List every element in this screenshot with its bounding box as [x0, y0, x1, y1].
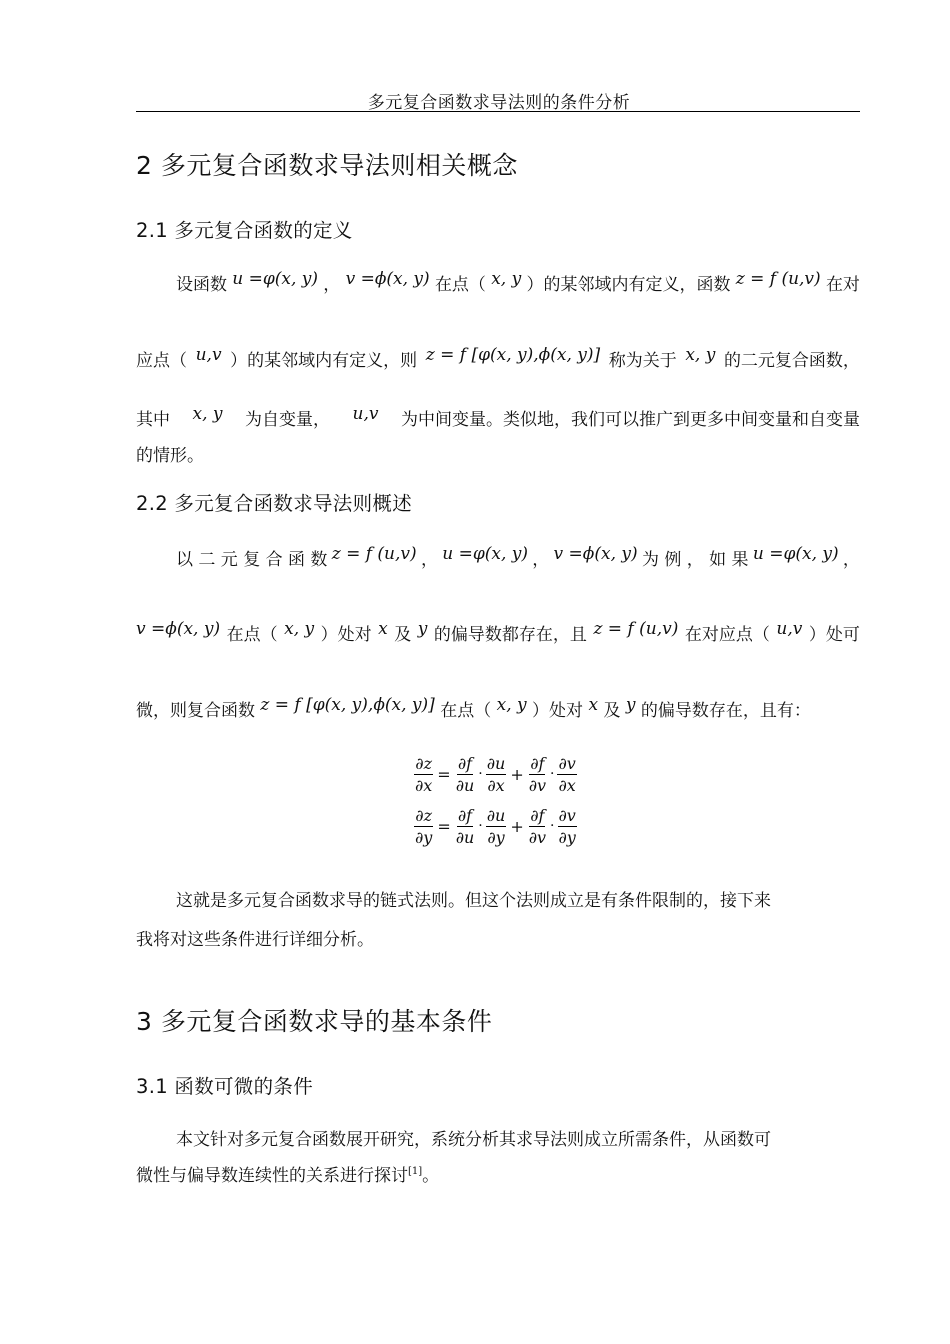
formula: x, y — [284, 619, 315, 639]
formula: x — [378, 619, 388, 639]
citation-ref[interactable]: [1] — [408, 1166, 423, 1177]
header-rule — [136, 111, 860, 112]
paragraph-2-1-line-1: 设函数 u =φ(x, y) ， v =ϕ(x, y) 在点（ x, y ）的某邻域内有定义，函数 z = f (u,v) 在对 — [176, 269, 860, 295]
paragraph-3-1-line-1: 本文针对多元复合函数展开研究，系统分析其求导法则成立所需条件，从函数可 — [176, 1130, 771, 1150]
formula: z = f (u,v) — [735, 269, 821, 289]
paragraph-2-2-line-4: 这就是多元复合函数求导的链式法则。但这个法则成立是有条件限制的，接下来 — [176, 891, 771, 911]
fraction: $\frac{\partial z}{\partial y}$ — [415, 805, 433, 847]
fraction: $\frac{\partial f}{\partial v}$ — [528, 753, 547, 795]
paragraph-2-1-line-4: 的情形。 — [136, 446, 204, 466]
section-2-heading: 2 多元复合函数求导法则相关概念 — [136, 151, 518, 180]
formula: y — [417, 619, 428, 639]
formula: u =φ(x, y) — [442, 544, 528, 564]
formula: u,v — [195, 345, 222, 365]
formula: u,v — [776, 619, 803, 639]
formula: u =φ(x, y) — [232, 269, 319, 289]
fraction: $\frac{\partial f}{\partial u}$ — [455, 753, 475, 795]
formula: z = f [φ(x, y),ϕ(x, y)] — [260, 695, 435, 715]
formula: x — [588, 695, 599, 715]
fraction: $\frac{\partial z}{\partial x}$ — [415, 753, 433, 795]
chain-rule-equations — [412, 748, 612, 852]
formula: v =ϕ(x, y) — [553, 544, 638, 564]
fraction: $\frac{\partial v}{\partial y}$ — [558, 805, 576, 847]
paragraph-2-2-line-2: v =ϕ(x, y) 在点（ x, y ）处对 x 及 y 的偏导数都存在，且 z = f (u,v) 在对应点（ u,v ）处可 — [136, 619, 860, 645]
formula: z = f (u,v) — [331, 544, 417, 564]
formula: z = f (u,v) — [593, 619, 679, 639]
paragraph-2-2-line-5: 我将对这些条件进行详细分析。 — [136, 930, 374, 950]
fraction: $\frac{\partial f}{\partial u}$ — [455, 805, 475, 847]
equation-dz-dy: $\frac{\partial z}{\partial y}$ = $\frac{\partial f}{\partial u}$ · $\frac{\partial u}{\partial y}$ + $\frac{\partial f}{\partial v}$ · $\frac{\partial v}{\partial y}$ — [415, 805, 576, 847]
formula: x, y — [491, 269, 522, 289]
fraction: $\frac{\partial v}{\partial x}$ — [558, 753, 576, 795]
paragraph-2-2-line-3: 微，则复合函数 z = f [φ(x, y),ϕ(x, y)] 在点（ x, y ）处对 x 及 y 的偏导数存在，且有： — [136, 695, 811, 721]
paragraph-3-1-line-2: 微性与偏导数连续性的关系进行探讨[1]。 — [136, 1166, 440, 1186]
paragraph-2-1-line-2: 应点（ u,v ）的某邻域内有定义，则 z = f [φ(x, y),ϕ(x, y)] 称为关于 x, y 的二元复合函数， — [136, 345, 860, 371]
formula: x, y — [685, 345, 716, 365]
formula: x, y — [192, 404, 223, 424]
subsection-2-2-heading: 2.2 多元复合函数求导法则概述 — [136, 492, 413, 515]
paragraph-2-1-line-3: 其中 x, y 为自变量， u,v 为中间变量。类似地，我们可以推广到更多中间变量和自变量 — [136, 404, 860, 430]
formula: v =ϕ(x, y) — [345, 269, 430, 289]
formula: v =ϕ(x, y) — [136, 619, 221, 639]
formula: x, y — [496, 695, 527, 715]
formula: u =φ(x, y) — [752, 544, 839, 564]
fraction: $\frac{\partial u}{\partial x}$ — [486, 753, 506, 795]
running-header: 多元复合函数求导法则的条件分析 — [367, 93, 631, 113]
fraction: $\frac{\partial f}{\partial v}$ — [528, 805, 547, 847]
section-3-heading: 3 多元复合函数求导的基本条件 — [136, 1007, 493, 1036]
subsection-3-1-heading: 3.1 函数可微的条件 — [136, 1075, 314, 1098]
fraction: $\frac{\partial u}{\partial y}$ — [486, 805, 506, 847]
formula: y — [625, 695, 636, 715]
subsection-2-1-heading: 2.1 多元复合函数的定义 — [136, 219, 353, 242]
formula: u,v — [352, 404, 379, 424]
formula: z = f [φ(x, y),ϕ(x, y)] — [425, 345, 601, 365]
equation-dz-dx: $\frac{\partial z}{\partial x}$ = $\frac{\partial f}{\partial u}$ · $\frac{\partial u}{\partial x}$ + $\frac{\partial f}{\partial v}$ · $\frac{\partial v}{\partial x}$ — [415, 753, 576, 795]
paragraph-2-2-line-1: 以 二 元 复 合 函 数 z = f (u,v) ， u =φ(x, y) ， v =ϕ(x, y) 为 例 ， 如 果 u =φ(x, y) ， — [176, 544, 860, 570]
